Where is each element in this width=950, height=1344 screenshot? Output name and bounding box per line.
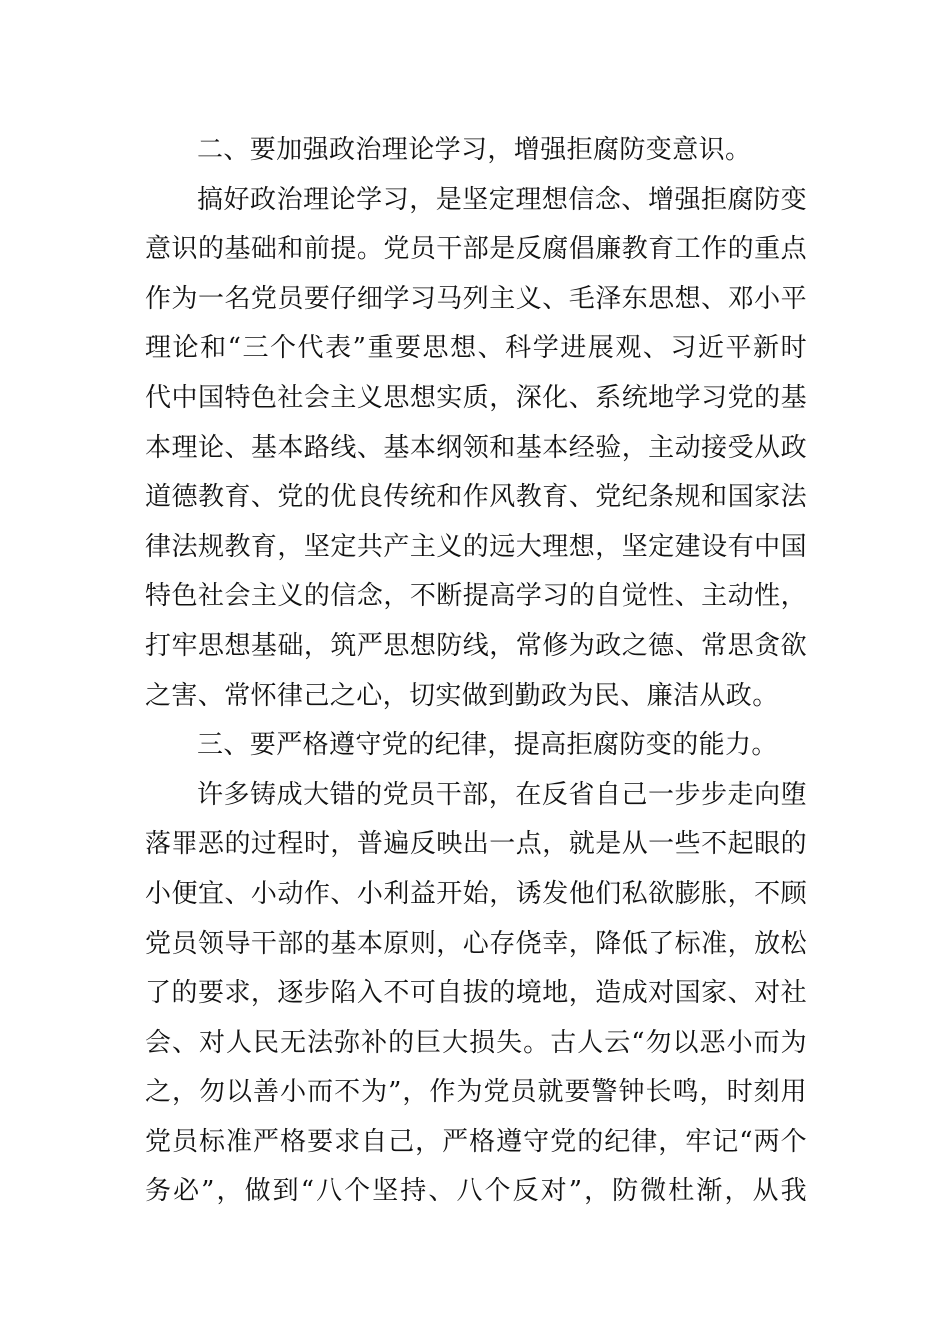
paragraph-line: 代中国特色社会主义思想实质，深化、系统地学习党的基: [145, 382, 807, 413]
paragraph-line: 许多铸成大错的党员干部，在反省自己一步步走向堕: [197, 779, 807, 810]
paragraph-line: 打牢思想基础，筑严思想防线，常修为政之德、常思贪欲: [145, 630, 807, 661]
paragraph-line: 律法规教育，坚定共产主义的远大理想，坚定建设有中国: [145, 531, 807, 562]
paragraph-line: 道德教育、党的优良传统和作风教育、党纪条规和国家法: [145, 482, 807, 513]
paragraph-line: 落罪恶的过程时，普遍反映出一点，就是从一些不起眼的: [145, 829, 807, 860]
paragraph-line: 会、对人民无法弥补的巨大损失。古人云“勿以恶小而为: [145, 1027, 807, 1058]
paragraph-line: 意识的基础和前提。党员干部是反腐倡廉教育工作的重点: [145, 234, 807, 265]
heading-section-two: 二、要加强政治理论学习，增强拒腐防变意识。: [197, 135, 752, 165]
paragraph-line: 搞好政治理论学习，是坚定理想信念、增强拒腐防变: [197, 184, 807, 215]
heading-section-three: 三、要严格遵守党的纪律，提高拒腐防变的能力。: [197, 730, 778, 761]
paragraph-line: 理论和“三个代表”重要思想、科学进展观、习近平新时: [145, 333, 807, 364]
paragraph-line: 党员标准严格要求自己，严格遵守党的纪律，牢记“两个: [145, 1126, 807, 1157]
paragraph-line: 作为一名党员要仔细学习马列主义、毛泽东思想、邓小平: [145, 283, 807, 314]
paragraph-line: 小便宜、小动作、小利益开始，诱发他们私欲膨胀，不顾: [145, 878, 807, 909]
paragraph-line: 之害、常怀律己之心，切实做到勤政为民、廉洁从政。: [145, 680, 779, 711]
paragraph-line: 特色社会主义的信念，不断提高学习的自觉性、主动性，: [145, 581, 807, 612]
paragraph-line: 之，勿以善小而不为”，作为党员就要警钟长鸣，时刻用: [145, 1077, 807, 1108]
paragraph-line: 务必”，做到“八个坚持、八个反对”，防微杜渐，从我: [145, 1176, 807, 1207]
paragraph-line: 党员领导干部的基本原则，心存侥幸，降低了标准，放松: [145, 928, 807, 959]
paragraph-line: 本理论、基本路线、基本纲领和基本经验，主动接受从政: [145, 432, 807, 463]
paragraph-line: 了的要求，逐步陷入不可自拔的境地，造成对国家、对社: [145, 978, 807, 1009]
document-body: [145, 126, 807, 1217]
